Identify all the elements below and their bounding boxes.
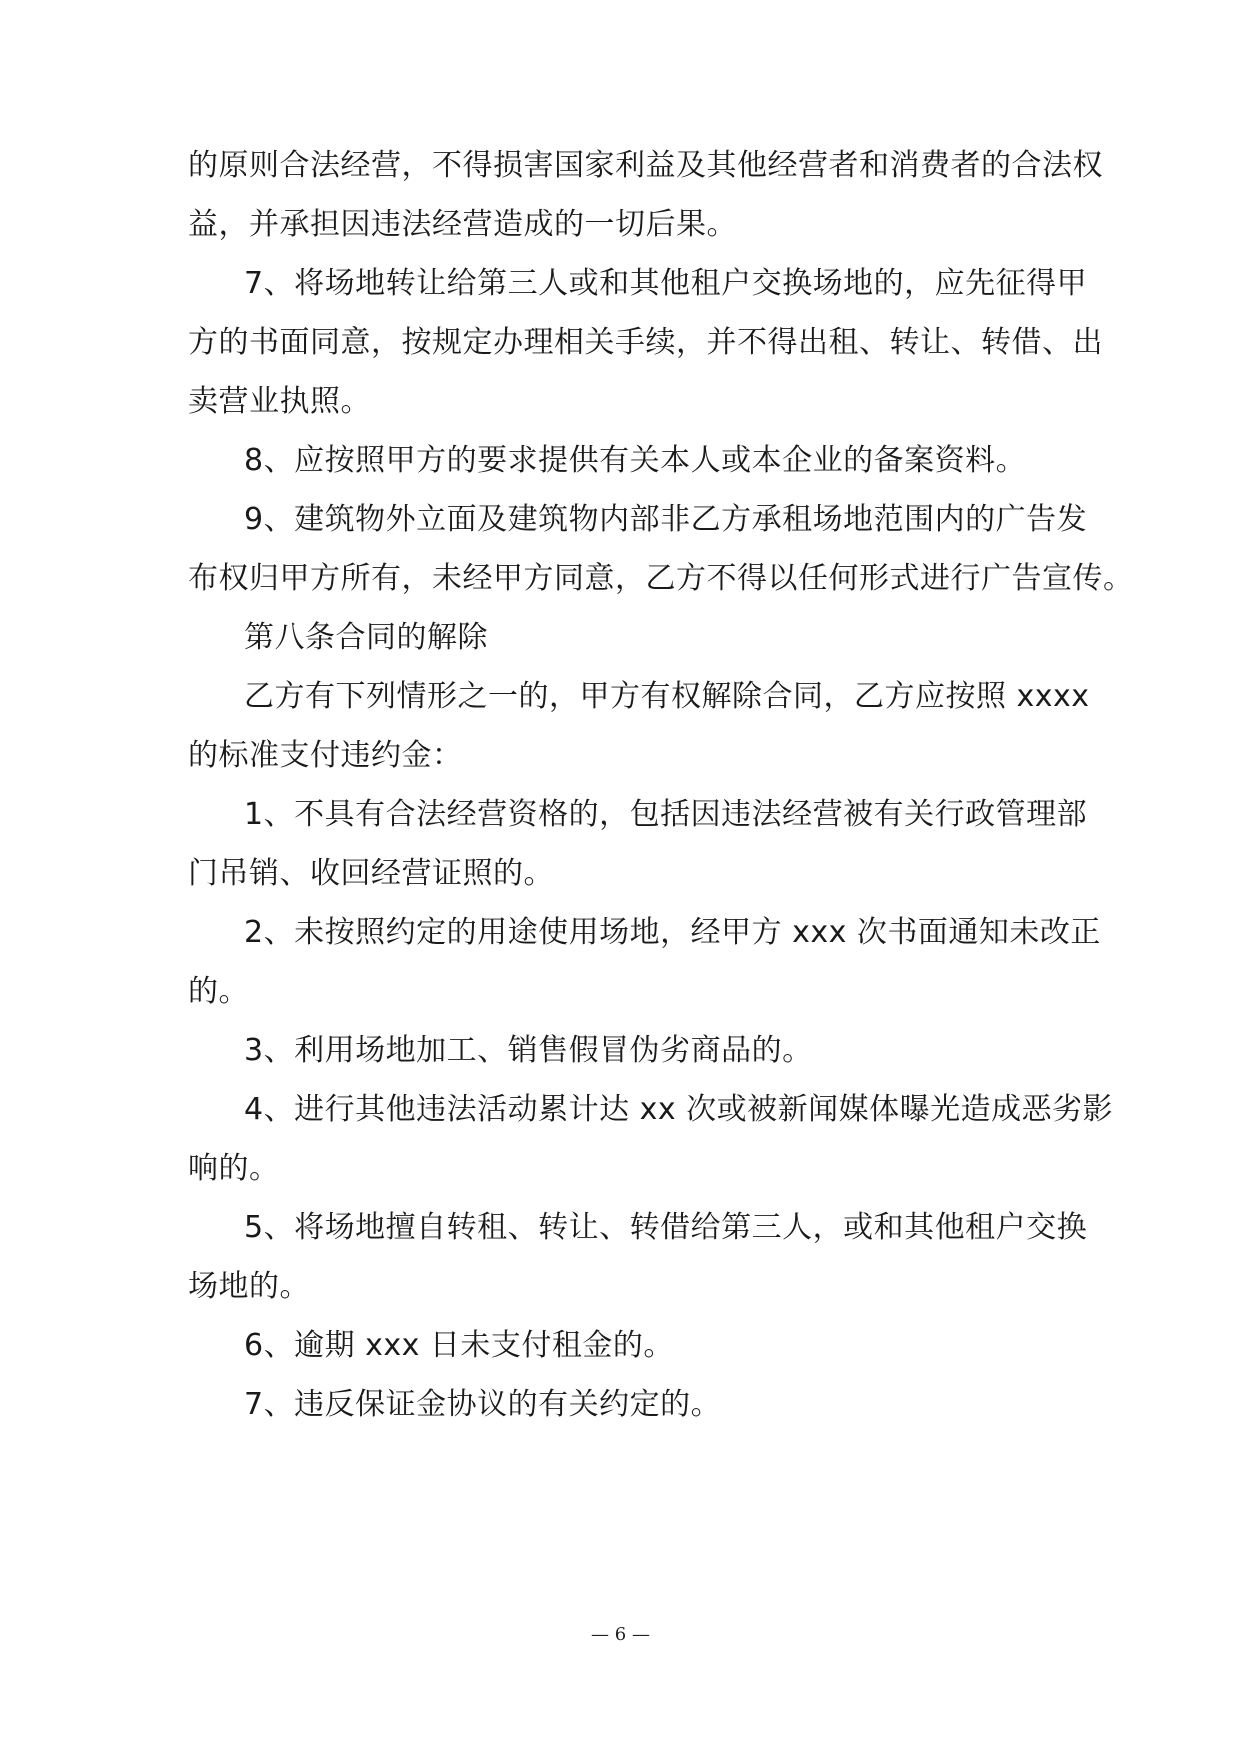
text-line: 7、违反保证金协议的有关约定的。 [244, 1387, 722, 1422]
text-line: 3、利用场地加工、销售假冒伪劣商品的。 [244, 1033, 813, 1068]
text-line: 门吊销、收回经营证照的。 [188, 856, 554, 891]
text-line: 卖营业执照。 [188, 384, 371, 419]
text-line: 2、未按照约定的用途使用场地，经甲方 xxx 次书面通知未改正 [244, 915, 1101, 950]
text-line: 方的书面同意，按规定办理相关手续，并不得出租、转让、转借、出 [188, 325, 1103, 360]
text-line: 7、将场地转让给第三人或和其他租户交换场地的，应先征得甲 [244, 266, 1088, 301]
text-line: 5、将场地擅自转租、转让、转借给第三人，或和其他租户交换 [244, 1210, 1088, 1245]
page-number: — 6 — [591, 1624, 650, 1645]
text-line: 1、不具有合法经营资格的，包括因违法经营被有关行政管理部 [244, 797, 1088, 832]
text-line: 4、进行其他违法活动累计达 xx 次或被新闻媒体曝光造成恶劣影 [244, 1092, 1114, 1127]
text-line: 场地的。 [188, 1269, 310, 1304]
text-line: 益，并承担因违法经营造成的一切后果。 [188, 207, 737, 242]
text-line: 的原则合法经营，不得损害国家利益及其他经营者和消费者的合法权 [188, 148, 1103, 183]
text-line: 的标准支付违约金： [188, 738, 463, 773]
section-heading: 第八条合同的解除 [244, 620, 488, 655]
text-line: 响的。 [188, 1151, 280, 1186]
text-line: 布权归甲方所有，未经甲方同意，乙方不得以任何形式进行广告宣传。 [188, 561, 1134, 596]
text-line: 乙方有下列情形之一的，甲方有权解除合同，乙方应按照 xxxx [244, 679, 1090, 714]
text-line: 8、应按照甲方的要求提供有关本人或本企业的备案资料。 [244, 443, 1027, 478]
text-line: 的。 [188, 974, 249, 1009]
text-line: 9、建筑物外立面及建筑物内部非乙方承租场地范围内的广告发 [244, 502, 1088, 537]
text-line: 6、逾期 xxx 日未支付租金的。 [244, 1328, 674, 1363]
